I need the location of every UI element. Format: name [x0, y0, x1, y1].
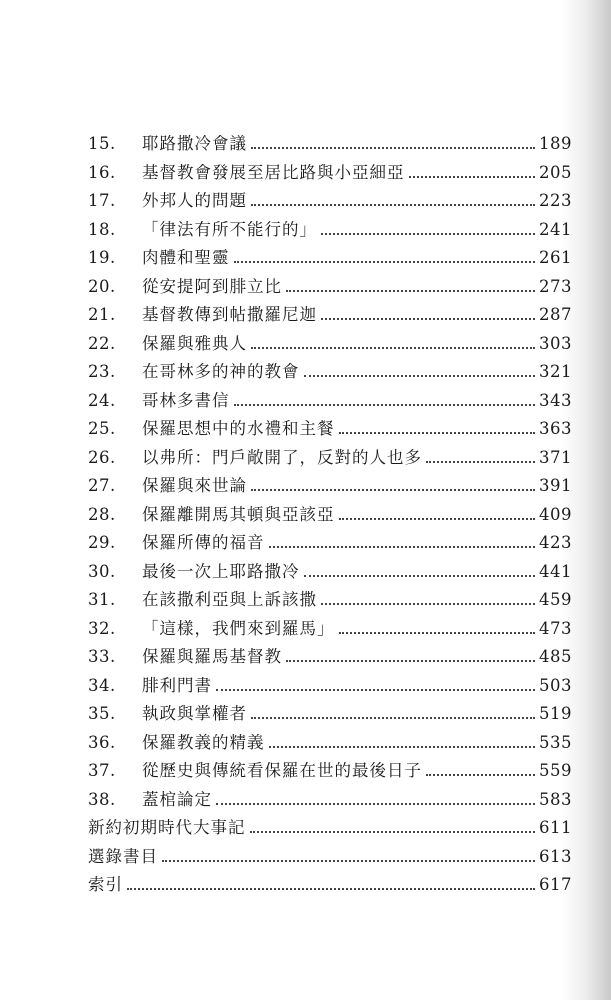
- toc-entry: [88, 301, 572, 330]
- page-number: 205: [539, 162, 572, 182]
- chapter-number: 27.: [88, 476, 116, 495]
- appendix-title: 選錄書目: [88, 846, 158, 866]
- dot-leader: [339, 518, 536, 520]
- chapter-number: 25.: [88, 419, 116, 438]
- dot-leader: [162, 860, 535, 862]
- chapter-title: 蓋棺論定: [142, 789, 212, 809]
- dot-leader: [234, 261, 536, 263]
- toc-entry: [88, 786, 572, 815]
- chapter-number: 36.: [88, 732, 116, 752]
- chapter-number: 21.: [88, 305, 116, 324]
- dot-leader: [286, 660, 535, 662]
- chapter-title: 保羅所傳的福音: [142, 533, 265, 552]
- page-number: 287: [539, 305, 572, 324]
- dot-leader: [234, 404, 536, 406]
- dot-leader: [251, 347, 535, 349]
- chapter-title: 執政與掌權者: [142, 704, 247, 723]
- page-number: 613: [539, 846, 572, 866]
- chapter-number: 23.: [88, 362, 116, 381]
- toc-appendix-entry: [88, 814, 572, 843]
- toc-entry: [88, 501, 572, 530]
- chapter-title: 哥林多書信: [142, 390, 230, 410]
- chapter-title: 以弗所：門戶敞開了，反對的人也多: [142, 447, 422, 467]
- page-number: 371: [539, 447, 572, 467]
- chapter-title: 「律法有所不能行的」: [142, 219, 317, 239]
- toc-entry: [88, 586, 572, 615]
- page-number: 409: [539, 504, 572, 524]
- chapter-number: 29.: [88, 533, 116, 552]
- toc-entry: [88, 415, 572, 444]
- chapter-number: 28.: [88, 504, 116, 524]
- dot-leader: [426, 774, 535, 776]
- chapter-title: 保羅與羅馬基督教: [142, 647, 282, 666]
- page-number: 423: [539, 533, 572, 552]
- dot-leader: [127, 888, 535, 890]
- toc-entry: [88, 159, 572, 188]
- page-number: 441: [539, 561, 572, 581]
- dot-leader: [304, 375, 536, 377]
- dot-leader: [251, 489, 535, 491]
- chapter-number: 26.: [88, 447, 116, 467]
- appendix-title: 索引: [88, 875, 123, 894]
- chapter-number: 24.: [88, 390, 116, 410]
- chapter-title: 最後一次上耶路撒冷: [142, 561, 300, 581]
- chapter-title: 保羅教義的精義: [142, 732, 265, 752]
- toc-entry: [88, 615, 572, 644]
- toc-entry: [88, 672, 572, 701]
- page-number: 503: [539, 675, 572, 695]
- chapter-title: 基督教傳到帖撒羅尼迦: [142, 305, 317, 324]
- chapter-number: 17.: [88, 191, 116, 210]
- toc-appendix-entry: [88, 871, 572, 900]
- toc-entry: [88, 387, 572, 416]
- toc-entry: [88, 757, 572, 786]
- chapter-number: 16.: [88, 162, 116, 182]
- page-number: 391: [539, 476, 572, 495]
- dot-leader: [216, 689, 535, 691]
- toc-entry: [88, 529, 572, 558]
- dot-leader: [304, 575, 536, 577]
- toc-entry: [88, 643, 572, 672]
- chapter-number: 35.: [88, 704, 116, 723]
- dot-leader: [216, 803, 535, 805]
- toc-entry: [88, 444, 572, 473]
- chapter-number: 22.: [88, 333, 116, 353]
- dot-leader: [321, 318, 535, 320]
- page-number: 559: [539, 761, 572, 780]
- toc-entry: [88, 729, 572, 758]
- page-number: 519: [539, 704, 572, 723]
- chapter-number: 33.: [88, 647, 116, 666]
- chapter-title: 「這樣，我們來到羅馬」: [142, 618, 335, 638]
- chapter-title: 肉體和聖靈: [142, 248, 230, 267]
- dot-leader: [321, 233, 535, 235]
- chapter-number: 31.: [88, 590, 116, 609]
- dot-leader: [409, 176, 536, 178]
- chapter-title: 基督教會發展至居比路與小亞細亞: [142, 162, 405, 182]
- page-number: 303: [539, 333, 572, 353]
- dot-leader: [250, 831, 536, 833]
- page-number: 485: [539, 647, 572, 666]
- chapter-title: 保羅離開馬其頓與亞該亞: [142, 504, 335, 524]
- chapter-number: 19.: [88, 248, 116, 267]
- dot-leader: [269, 546, 536, 548]
- page-number: 189: [539, 134, 572, 153]
- toc-entry: [88, 244, 572, 273]
- page-number: 583: [539, 789, 572, 809]
- dot-leader: [321, 603, 535, 605]
- toc-entry: [88, 700, 572, 729]
- chapter-title: 保羅與來世論: [142, 476, 247, 495]
- page-number: 459: [539, 590, 572, 609]
- toc-entry: [88, 558, 572, 587]
- page-number: 363: [539, 419, 572, 438]
- chapter-title: 保羅思想中的水禮和主餐: [142, 419, 335, 438]
- chapter-title: 從歷史與傳統看保羅在世的最後日子: [142, 761, 422, 780]
- chapter-title: 保羅與雅典人: [142, 333, 247, 353]
- table-of-contents: [88, 130, 572, 900]
- page-number: 617: [539, 875, 572, 894]
- chapter-number: 30.: [88, 561, 116, 581]
- page-number: 343: [539, 390, 572, 410]
- toc-entry: [88, 358, 572, 387]
- chapter-title: 從安提阿到腓立比: [142, 276, 282, 296]
- chapter-number: 15.: [88, 134, 116, 153]
- dot-leader: [339, 432, 536, 434]
- toc-entry: [88, 273, 572, 302]
- page-number: 261: [539, 248, 572, 267]
- page-number: 223: [539, 191, 572, 210]
- page-number: 321: [539, 362, 572, 381]
- dot-leader: [251, 717, 535, 719]
- dot-leader: [426, 461, 535, 463]
- chapter-title: 外邦人的問題: [142, 191, 247, 210]
- chapter-title: 在該撒利亞與上訴該撒: [142, 590, 317, 609]
- chapter-title: 在哥林多的神的教會: [142, 362, 300, 381]
- chapter-number: 37.: [88, 761, 116, 780]
- chapter-number: 32.: [88, 618, 116, 638]
- page-number: 535: [539, 732, 572, 752]
- page-number: 273: [539, 276, 572, 296]
- page-number: 241: [539, 219, 572, 239]
- toc-entry: [88, 330, 572, 359]
- dot-leader: [251, 147, 535, 149]
- chapter-title: 耶路撒冷會議: [142, 134, 247, 153]
- chapter-number: 34.: [88, 675, 116, 695]
- toc-entry: [88, 472, 572, 501]
- appendix-title: 新約初期時代大事記: [88, 818, 246, 837]
- dot-leader: [339, 632, 536, 634]
- dot-leader: [251, 204, 535, 206]
- toc-appendix-entry: [88, 843, 572, 872]
- chapter-number: 20.: [88, 276, 116, 296]
- chapter-number: 18.: [88, 219, 116, 239]
- dot-leader: [269, 746, 536, 748]
- toc-entry: [88, 187, 572, 216]
- dot-leader: [286, 290, 535, 292]
- toc-entry: [88, 130, 572, 159]
- page-number: 473: [539, 618, 572, 638]
- page-number: 611: [539, 818, 572, 837]
- toc-entry: [88, 216, 572, 245]
- chapter-title: 腓利門書: [142, 675, 212, 695]
- chapter-number: 38.: [88, 789, 116, 809]
